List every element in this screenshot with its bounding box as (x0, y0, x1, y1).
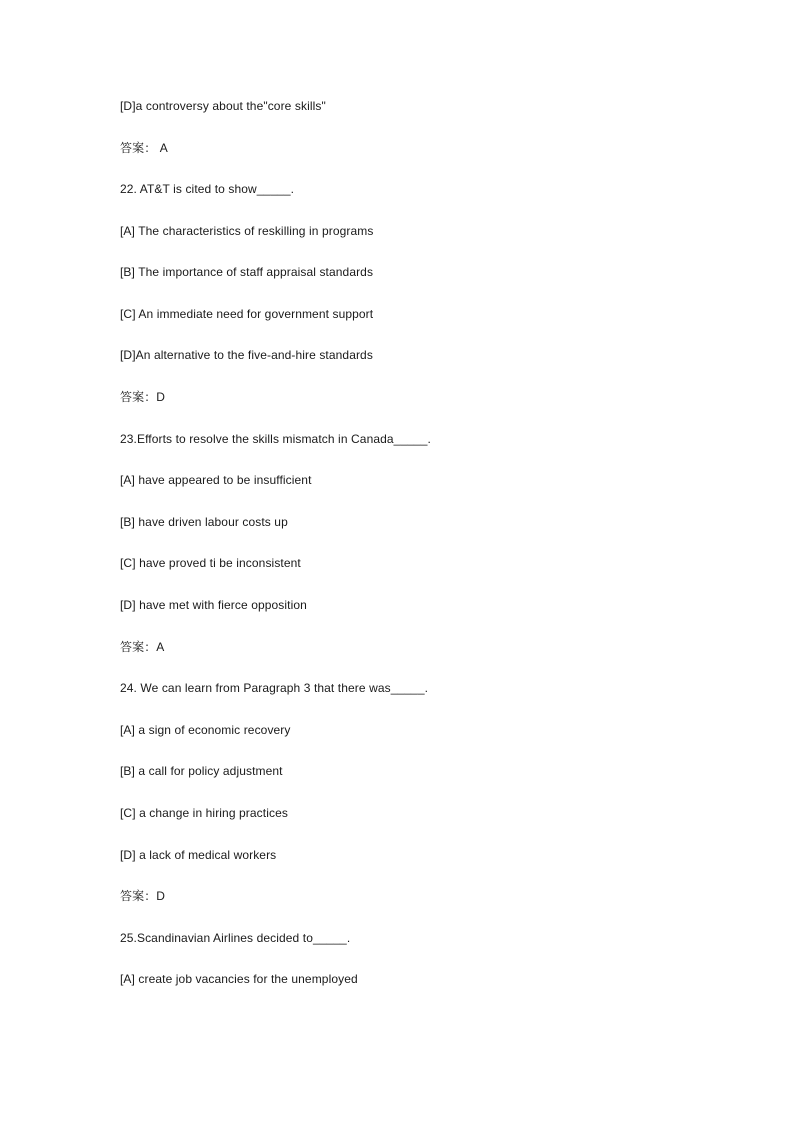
q22-option-b: [B] The importance of staff appraisal standards (120, 265, 374, 279)
q22-question: 22. AT&T is cited to show_____. (120, 182, 295, 196)
q25-option-a: [A] create job vacancies for the unemployed (120, 972, 358, 986)
q23-answer: 答案：A (120, 640, 165, 654)
q21-option-d: [D]a controversy about the"core skills" (120, 99, 326, 113)
q24-option-c: [C] a change in hiring practices (120, 806, 288, 820)
q24-option-d: [D] a lack of medical workers (120, 848, 277, 862)
q24-question: 24. We can learn from Paragraph 3 that there was_____. (120, 681, 429, 695)
q22-option-a: [A] The characteristics of reskilling in programs (120, 224, 374, 238)
q24-option-b: [B] a call for policy adjustment (120, 764, 283, 778)
q22-option-c: [C] An immediate need for government support (120, 307, 374, 321)
q24-option-a: [A] a sign of economic recovery (120, 723, 291, 737)
q23-option-d: [D] have met with fierce opposition (120, 598, 307, 612)
q23-question: 23.Efforts to resolve the skills mismatch in Canada_____. (120, 432, 431, 446)
q22-answer: 答案：D (120, 390, 166, 404)
q23-option-c: [C] have proved ti be inconsistent (120, 556, 301, 570)
q21-answer: 答案： A (120, 141, 168, 155)
q22-option-d: [D]An alternative to the five-and-hire standards (120, 348, 373, 362)
q23-option-b: [B] have driven labour costs up (120, 515, 288, 529)
q24-answer: 答案：D (120, 889, 166, 903)
q25-question: 25.Scandinavian Airlines decided to_____. (120, 931, 351, 945)
q23-option-a: [A] have appeared to be insufficient (120, 473, 312, 487)
